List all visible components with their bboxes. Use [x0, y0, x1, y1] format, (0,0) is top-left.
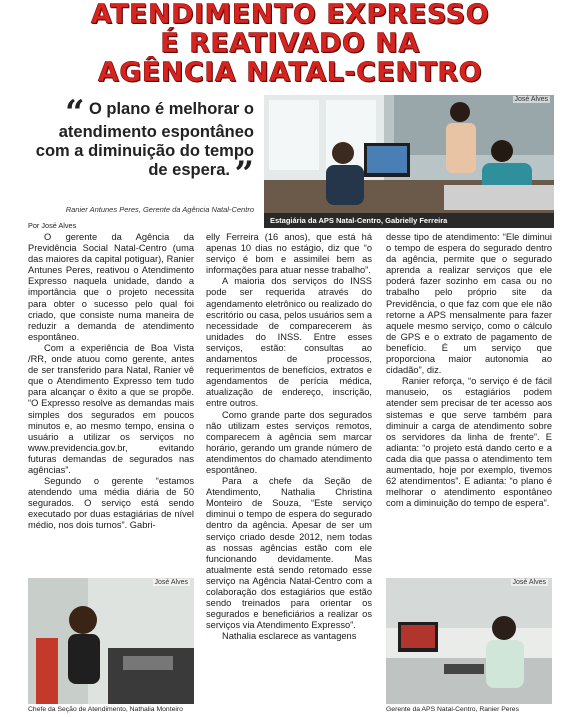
photo-bottom-right-caption: Gerente da APS Natal-Centro, Ranier Peres — [386, 706, 519, 713]
pull-quote-text: O plano é melhorar o atendimento espontâneo com a diminuição do tempo de espera. — [35, 100, 254, 179]
photo-top-illustration — [264, 95, 554, 228]
close-quote-mark: ” — [234, 154, 254, 194]
open-quote-mark: “ — [64, 93, 85, 133]
photo-top-credit: José Alves — [514, 96, 548, 103]
col1-paragraph: O gerente da Agência da Previdência Social Natal-Centro (uma das maiores da capital potiguar), Ranier Antunes Peres, reativou o Atendimento Expresso naquela unidade, dando a importância que o projeto necessita para obter o sucesso pelo qual foi criado, que consiste numa maneira de reduzir a demanda de atendimento espontâneo. — [28, 232, 194, 342]
col3-paragraph: Ranier reforça, “o serviço é de fácil manuseio, os estagiários podem atender sem precisar de ter acesso aos sistemas e que serve também para diminuir a carga de atendimento sobre os servidores da linha de frente”. E adianta: “o projeto está dando certo e a cada dia que passa o atendimento tem aumentado, hoje por exemplo, tivemos 62 atendimentos”. E adianta: “o plano é melhorar o atendimento espontâneo com a diminuição do tempo de espera”. — [386, 376, 552, 509]
photo-bottom-right-credit: José Alves — [512, 579, 546, 586]
col2-paragraph: Nathalia esclarece as vantagens — [222, 631, 357, 642]
col1-paragraph: Segundo o gerente “estamos atendendo uma média diária de 50 segurados. O serviço está sendo executado por duas estagiárias de nível médio, nos dois turnos”. Gabri- — [28, 476, 194, 531]
pull-quote — [28, 93, 254, 194]
photo-bottom-left-caption: Chefe da Seção de Atendimento, Nathalia Monteiro — [28, 706, 183, 713]
article-column-3 — [386, 232, 552, 509]
col2-paragraph: A maioria dos serviços do INSS pode ser requerida através do agendamento eletrônico ou realizado do escritório ou casa, pelos usuários sem a necessidade de comparecerem às unidades do INSS. Entre esses serviços, estão: consultas ao andamentos de processos, requerimentos de benefícios, extratos e agendamentos de perícia médica, atualização de endereço, inscrição, entre outros. — [206, 276, 372, 409]
headline — [0, 0, 580, 87]
photo-bottom-left — [28, 578, 194, 704]
byline: Por José Alves — [28, 221, 77, 230]
headline-line-3: AGÊNCIA NATAL-CENTRO — [97, 57, 483, 88]
col2-paragraph: Para a chefe da Seção de Atendimento, Nathalia Christina Monteiro de Souza, “Este serviço diminui o tempo de espera do segurado dentro da agência. Apesar de ser um serviço criado desde 2012, nem todas as nossas agências estão com ele funcionando devidamente. Mas atualmente está sendo retomado esse serviço na Agência Natal-Centro com a colaboração dos estagiários que estão sendo treinados para orientar os segurados e beneficiários a realizar os serviços via Atendimento Expresso”. — [206, 476, 372, 631]
article-column-1 — [28, 232, 194, 532]
headline-line-1: ATENDIMENTO EXPRESSO — [90, 0, 490, 30]
col2-paragraph: elly Ferreira (16 anos), que está há apenas 10 dias no estágio, diz que “o serviço é bom e assimilei bem as informações para atuar nesse trabalho”. — [206, 232, 372, 276]
col2-paragraph: Como grande parte dos segurados não utilizam estes serviços remotos, comparecem à agência sem marcar horário, gerando um grande número de atendimentos do chamado atendimento espontâneo. — [206, 409, 372, 475]
col1-paragraph: Com a experiência de Boa Vista /RR, onde atuou como gerente, antes de ser transferido para Natal, Ranier vê que o Atendimento Expresso tem tudo para alcançar o êxito a que se propõe. “O Expresso resolve as demandas mais simples dos segurados em poucos minutos e, ao mesmo tempo, ensina o usuário a utilizar os serviços no www.previdencia.gov.br, evitando futuras demandas de segurados nas agências”. — [28, 342, 194, 475]
photo-bottom-right — [386, 578, 552, 704]
pull-quote-credit: Ranier Antunes Peres, Gerente da Agência Natal-Centro — [65, 205, 254, 214]
photo-bottom-left-credit: José Alves — [154, 579, 188, 586]
photo-top — [264, 95, 554, 228]
photo-bottom-left-illustration — [28, 578, 194, 704]
photo-bottom-right-illustration — [386, 578, 552, 704]
photo-top-caption: Estagiária da APS Natal-Centro, Gabrielly Ferreira — [264, 213, 554, 228]
headline-line-2: É REATIVADO NA — [160, 28, 420, 59]
col3-paragraph: desse tipo de atendimento: “Ele diminui o tempo de espera do segurado dentro da agência, permite que o segurado aprenda a realizar serviços que ele poderá fazer sozinho em casa ou no trabalho pelo próprio site da Previdência, o que faz com que ele não retorne a APS mensalmente para fazer aquele mesmo serviço, como o cálculo de GPS e o extrato de pagamento de benefício. É um serviço que proporciona maior autonomia ao cidadão”, diz. — [386, 232, 552, 376]
article-column-2 — [206, 232, 372, 642]
